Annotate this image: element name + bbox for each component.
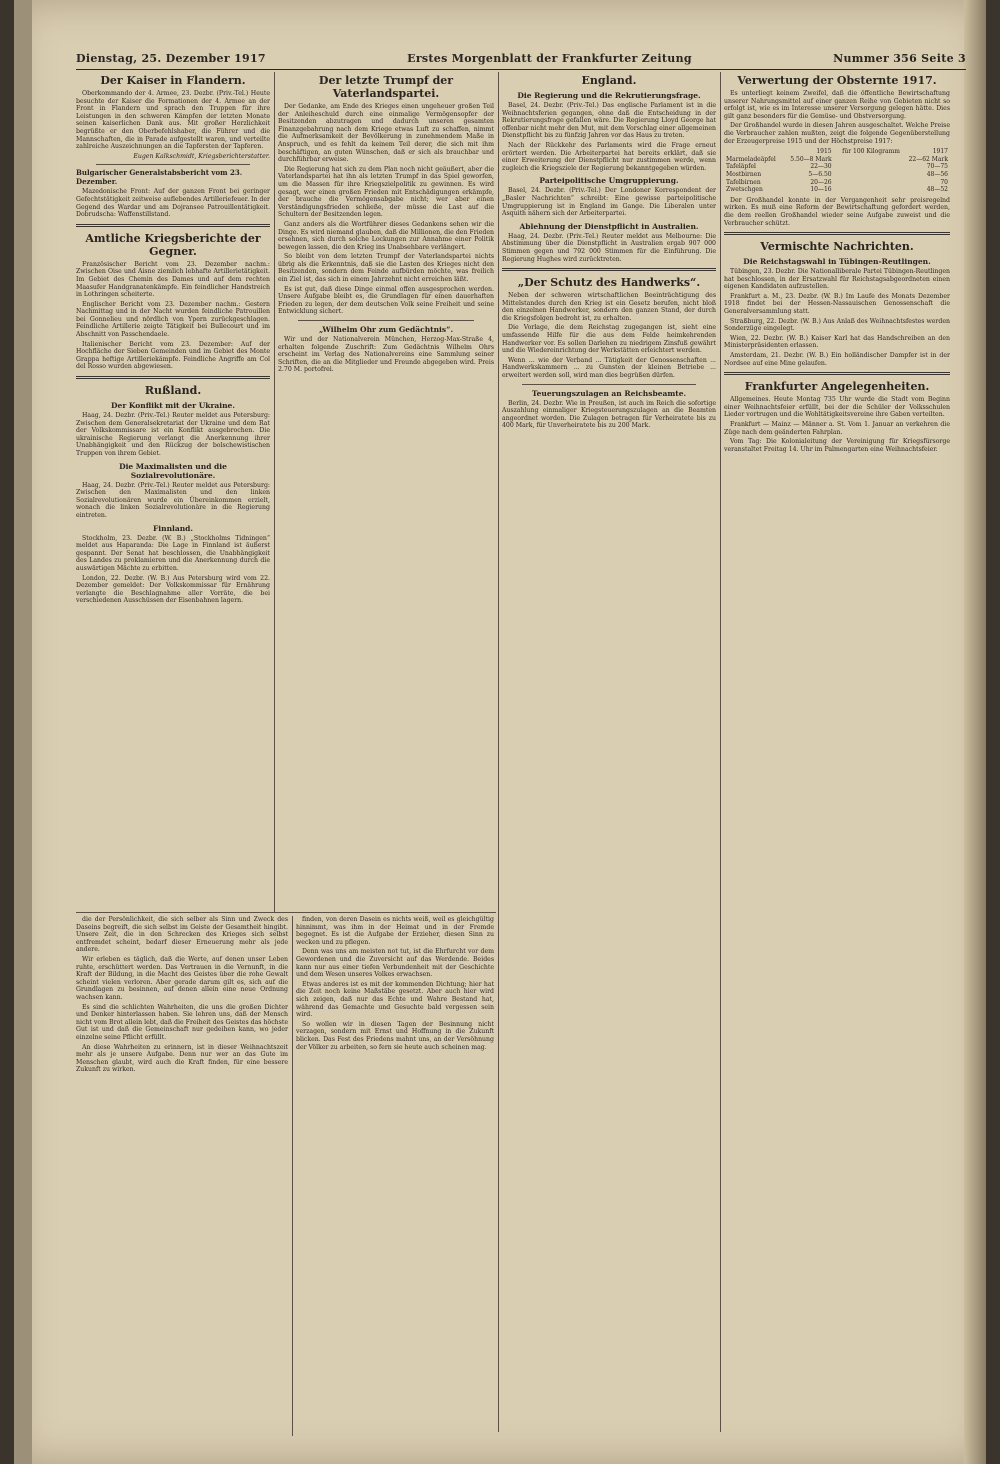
article-text: Wien, 22. Dezbr. (W. B.) Kaiser Karl hat das Handschreiben an den Ministerpräsidenten erlassen.: [724, 334, 950, 350]
masthead: [76, 50, 966, 70]
headline-vermischte: Vermischte Nachrichten.: [760, 240, 914, 254]
article-text: Haag, 24. Dezbr. (Priv.-Tel.) Reuter meldet aus Melbourne: Die Abstimmung über die Dienstpflicht in Australien ergab 907 000 Stimmen gegen und 792 000 Stimmen für die Einführung. Die Regierung Hughes wird zurücktreten.: [502, 232, 716, 263]
article-text: Oberkommando der 4. Armee, 23. Dezbr. (Priv.-Tel.) Heute besuchte der Kaiser die Formationen der 4. Armee an der Front in Flandern und sprach den Truppen für ihre Leistungen in den schweren Kämpfen der letzten Monate seinen kaiserlichen Dank aus. Mit großer Herzlichkeit begrüßte er den Oberbefehlshaber, die Führer und die Mannschaften, die in Parade aufgestellt waren, und verteilte zahlreiche Auszeichnungen an die Tapfersten der Tapferen.: [76, 90, 270, 151]
article-text: Französischer Bericht vom 23. Dezember nachm.: Zwischen Oise und Aisne ziemlich lebhafte Artillerietätigkeit. Im Gebiet des Chemin des Dames und auf dem rechten Maasufer Handgranatenkämpfe. Ein feindlicher Handstreich in Lothringen scheiterte.: [76, 260, 270, 299]
article-text: Mazedonische Front: Auf der ganzen Front bei geringer Gefechtstätigkeit zeitweise auflebendes Artilleriefeuer. In der Gegend des Wardar und am Dojransee Patrouillentätigkeit. Dobrudscha: Waffenstillstand.: [76, 188, 270, 219]
article-text: Der Gedanke, am Ende des Krieges einen ungeheuer großen Teil der Anleiheschuld durch eine einmalige Vermögensopfer der Besitzenden abzutragen und dadurch unseren gesamten Finanzgebahrung nach dem Kriege etwas Luft zu schaffen, nimmt die Aufmerksamkeit der Bevölkerung in zunehmendem Maße in Anspruch, und es fehlt da keinem Teil derer, die sich mit ihm beschäftigen, an guten Wünschen, daß er sich als brauchbar und durchführbar erweise.: [278, 103, 494, 164]
article-text: Die Vorlage, die dem Reichstag zugegangen ist, sieht eine umfassende Hilfe für die aus dem Felde heimkehrenden Handwerker vor. Es sollen Darlehen zu niedrigem Zinsfuß gewährt und die Wiedereinrichtung der Werkstätten erleichtert werden.: [502, 324, 716, 355]
subheadline-australia: Ablehnung der Dienstpflicht in Australien.: [519, 221, 699, 231]
article-text: So bleibt von dem letzten Trumpf der Vaterlandspartei nichts übrig als die Erkenntnis, daß sie die Lasten des Krieges nicht den Besitzenden, sondern dem Feinde aufbürden möchte, was freilich ein Ziel ist, das sich in einem Jahrzehnt nicht erreichen läßt.: [278, 253, 494, 284]
article-text: So wollen wir in diesen Tagen der Besinnung nicht verzagen, sondern mit Ernst und Hoffnung in die Zukunft blicken. Das Fest des Friedens mahnt uns, an der Versöhnung der Völker zu arbeiten, so fern sie heute auch scheinen mag.: [296, 1020, 494, 1051]
article-text: Frankfurt a. M., 23. Dezbr. (W. B.) Im Laufe des Monats Dezember 1918 findet bei der Hessen-Nassauischen Genossenschaft die Generalversammlung statt.: [724, 292, 950, 316]
column-rule: [274, 72, 275, 912]
article-text: Wenn ... wie der Verband ... Tätigkeit der Genossenschaften ... Handwerkskammern ... zu Gunsten der kleinen Betriebe ... erweitert werden soll, wird man dies begrüßen dürfen.: [502, 356, 716, 380]
article-text: Vom Tag: Die Kolonialeitung der Vereinigung für Kriegsfürsorge veranstaltet Freitag 14. Uhr im Palmengarten eine Weihnachtsfeier.: [724, 438, 950, 453]
headline-wilhelm-ohr: „Wilhelm Ohr zum Gedächtnis“.: [318, 325, 454, 335]
table-header-unit: für 100 Kilogramm: [842, 148, 900, 156]
headline-obsternte: Verwertung der Obsternte 1917.: [737, 74, 937, 87]
byline: Eugen Kalkschmidt, Kriegsberichterstatter.: [133, 152, 270, 160]
article-text: Es sind die schlichten Wahrheiten, die uns die großen Dichter und Denker hinterlassen haben. Sie lehren uns, daß der Mensch nicht vom Brot allein lebt, daß die Freiheit des Geistes das höchste Gut ist und daß die Gemeinschaft nur gedeihen kann, wo jeder einzelne seine Pflicht erfüllt.: [76, 1003, 288, 1041]
masthead-title: Erstes Morgenblatt der Frankfurter Zeitung: [407, 51, 692, 65]
column-1: [76, 72, 270, 912]
article-text: Tübingen, 23. Dezbr. Die Nationalliberale Partei Tübingen-Reutlingen hat beschlossen, in der Ersatzwahl für Reichstagsabgeordneten einen eigenen Kandidaten aufzustellen.: [724, 268, 950, 291]
subheadline-reichstagswahl: Die Reichstagswahl in Tübingen-Reutlingen.: [743, 257, 931, 267]
headline-handwerk: „Der Schutz des Handwerks“.: [517, 276, 701, 290]
table-row: Zwetschgen 10—16 48—52: [726, 186, 948, 194]
column-3: [502, 72, 716, 1432]
article-text: Wir und der Nationalverein München, Herzog-Max-Straße 4, erhalten folgende Zuschrift: Zum Gedächtnis Wilhelm Ohrs erscheint im Verlag des Nationalvereins eine Sammlung seiner Schriften, die an die Mitglieder und Freunde abgegeben wird. Preis 2.70 M. portofrei.: [278, 336, 494, 374]
subheadline-finland: Finnland.: [152, 523, 194, 533]
article-text: Es unterliegt keinem Zweifel, daß die öffentliche Bewirtschaftung unserer Nahrungsmittel auf einer ganzen Reihe von Gebieten nicht so erfolgt ist, wie es im Interesse unserer Versorgung gelegen hätte. Dies gilt ganz besonders für die Gemüse- und Obstversorgung.: [724, 90, 950, 120]
article-text: Berlin, 24. Dezbr. Wie in Preußen, ist auch im Reich die sofortige Auszahlung einmaliger Kriegsteuerungszulagen an die Beamten angeordnet worden. Die Zulagen betragen für Verheiratete bis zu 400 Mark, für Unverheiratete bis zu 200 Mark.: [502, 399, 716, 430]
article-text: Haag, 24. Dezbr. (Priv.-Tel.) Reuter meldet aus Petersburg: Zwischen dem Generalsekretariat der Ukraine und dem Rat der Volkskommissare ist ein Konflikt ausgebrochen. Die ukrainische Regierung verlangt die Anerkennung ihrer Unabhängigkeit und den Rückzug der bolschewistischen Truppen von ihrem Gebiet.: [76, 412, 270, 457]
adjacent-page-strip: [14, 0, 32, 1464]
column-rule: [292, 916, 293, 1436]
table-row: Marmeladeäpfel 5.50—8 Mark 22—62 Mark: [726, 155, 948, 163]
feuilleton-left: [76, 916, 288, 1436]
headline-bulgarian-report: Bulgarischer Generalstabsbericht vom 23. Dezember.: [76, 168, 243, 186]
article-text: Frankfurt — Mainz — Männer a. St. Vom 1. Januar an verkehren die Züge nach dem geänderten Fahrplan.: [724, 421, 950, 436]
headline-vaterlandspartei: Der letzte Trumpf der Vaterlandspartei.: [318, 74, 454, 100]
column-rule: [720, 72, 721, 1432]
headline-enemy-reports: Amtliche Kriegsberichte der Gegner.: [85, 231, 261, 258]
article-text: Der Großhandel wurde in diesen Jahren ausgeschaltet. Welche Preise die Verbraucher zahlen mußten, zeigt die folgende Gegenüberstellung der Erzeugerpreise 1915 und der Höchstpreise 1917:: [724, 122, 950, 145]
headline-teuerungszulagen: Teuerungszulagen an Reichsbeamte.: [531, 388, 687, 398]
price-table: [724, 148, 950, 194]
article-text: Haag, 24. Dezbr. (Priv.-Tel.) Reuter meldet aus Petersburg: Zwischen den Maximalisten und den linken Sozialrevolutionären wurde ein Übereinkommen erzielt, wonach die linken Sozialrevolutionäre in die Regierung eintreten.: [76, 481, 270, 519]
article-text: Etwas anderes ist es mit der kommenden Dichtung; hier hat die Zeit noch keine Maßstäbe gesetzt. Aber auch hier wird sich zeigen, daß nur das Echte und Wahre Bestand hat, während das Gemachte und Gesuchte bald vergessen sein wird.: [296, 980, 494, 1019]
article-text: Die Regierung hat sich zu dem Plan noch nicht geäußert, aber die Vaterlandspartei hat ihn als letzten Trumpf in das Spiel geworfen, um die Massen für ihre Kriegszielpolitik zu gewinnen. Es wird gesagt, wer einen großen Frieden mit Entschädigungen erkämpfe, der brauche die Vermögensabgabe nicht; wer aber einen Verständigungsfrieden schließe, der müsse die Last auf die Schultern der Besitzenden legen.: [278, 165, 494, 219]
article-text: Basel, 24. Dezbr. (Priv.-Tel.) Der Londoner Korrespondent der „Basler Nachrichten“ schreibt: Eine gewisse parteipolitische Umgruppierung ist in England im Gange. Die Liberalen unter Asquith nähern sich der Arbeiterpartei.: [502, 187, 716, 218]
article-text: Amsterdam, 21. Dezbr. (W. B.) Ein holländischer Dampfer ist in der Nordsee auf eine Mine gelaufen.: [724, 352, 950, 367]
article-text: Englischer Bericht vom 23. Dezember nachm.: Gestern Nachmittag und in der Nacht wurden feindliche Patrouillen bei Gonnelieu und nördlich von Ypern zurückgeschlagen. Feindliche Artillerie zeigte Tätigkeit bei Bullecourt und im Abschnitt von Passchendaele.: [76, 300, 270, 339]
article-text: Wir erleben es täglich, daß die Werte, auf denen unser Leben ruhte, erschüttert werden. Das Vertrauen in die Vernunft, in die Kraft der Bildung, in die Macht des Geistes über die rohe Gewalt scheint vielen verloren. Aber gerade darum gilt es, sich auf die Grundlagen zu besinnen, auf denen allein eine neue Ordnung wachsen kann.: [76, 955, 288, 1001]
masthead-number: Nummer 356 Seite 3: [833, 51, 966, 65]
article-text: Straßburg, 22. Dezbr. (W. B.) Aus Anlaß des Weihnachtsfestes werden Sonderzüge eingelegt.: [724, 317, 950, 333]
column-rule: [498, 72, 499, 1432]
table-header-1915: 1915: [816, 148, 832, 156]
subheadline-party-regrouping: Parteipolitische Umgruppierung.: [539, 176, 679, 186]
article-text: Basel, 24. Dezbr. (Priv.-Tel.) Das englische Parlament ist in die Weihnachtsferien gegangen, ohne daß die Entscheidung in der Rekrutierungsfrage gefallen wäre. Die Regierung Lloyd George hat offenbar nicht mehr den Mut, mit dem Vorschlag einer allgemeinen Dienstpflicht bis zu fünfzig Jahren vor das Haus zu treten.: [502, 102, 716, 140]
masthead-date: Dienstag, 25. Dezember 1917: [76, 51, 266, 65]
article-text: Stockholm, 23. Dezbr. (W. B.) „Stockholms Tidningen“ meldet aus Haparanda: Die Lage in Finnland ist äußerst gespannt. Der Senat hat beschlossen, die Unabhängigkeit des Landes zu proklamieren und die Anerkennung durch die auswärtigen Mächte zu erbitten.: [76, 534, 270, 572]
article-text: Allgemeines. Heute Montag 735 Uhr wurde die Stadt vom Beginn einer Weihnachtsfeier erfüllt, bei der die Schüler der Volksschulen Lieder vortrugen und die Wohltätigkeitsvereine ihre Gaben verteilten.: [724, 396, 950, 419]
column-2: [278, 72, 494, 912]
newspaper-page: [14, 0, 986, 1464]
article-text: finden, von deren Dasein es nichts weiß, weil es gleichgültig hinnimmt, was ihm in der Heimat und in der Fremde begegnet. Es ist die Aufgabe der Erzieher, diesen Sinn zu wecken und zu pflegen.: [296, 916, 494, 946]
article-text: Italienischer Bericht vom 23. Dezember: Auf der Hochfläche der Sieben Gemeinden und im Gebiet des Monte Grappa heftige Artilleriekämpfe. Feindliche Angriffe am Col del Rosso wurden abgewiesen.: [76, 340, 270, 371]
article-text: Es ist gut, daß diese Dinge einmal offen ausgesprochen werden. Unsere Aufgabe bleibt es, die Grundlagen für einen dauerhaften Frieden zu legen, der dem deutschen Volk seine Freiheit und seine Entwicklung sichert.: [278, 285, 494, 316]
table-row: Tafelbirnen 20—26 70: [726, 178, 948, 186]
article-text: Denn was uns am meisten not tut, ist die Ehrfurcht vor dem Gewordenen und die Zuversicht auf das Werdende. Beides kann nur aus einer tiefen Verbundenheit mit der Geschichte und dem Wesen unseres Volkes erwachsen.: [296, 948, 494, 979]
article-text: Ganz anders als die Wortführer dieses Gedankens sehen wir die Dinge. Es wird niemand glauben, daß die Millionen, die den Frieden ersehnen, sich durch solche Lockungen zur Annahme einer Politik bewegen lassen, die den Krieg ins Unabsehbare verlängert.: [278, 220, 494, 251]
headline-kaiser-flandern: Der Kaiser in Flandern.: [100, 74, 246, 87]
article-text: die der Persönlichkeit, die sich selber als Sinn und Zweck des Daseins begreift, die sich selbst im Geiste der Gesamtheit hingibt. Unsere Zeit, die in den Schrecken des Krieges sich selbst entfremdet scheint, bedarf dieser Erneuerung mehr als jede andere.: [76, 916, 288, 954]
article-text: An diese Wahrheiten zu erinnern, ist in dieser Weihnachtszeit mehr als je unsere Aufgabe. Denn nur wer an das Gute im Menschen glaubt, wird auch die Kraft finden, für eine bessere Zukunft zu wirken.: [76, 1043, 288, 1074]
headline-frankfurter: Frankfurter Angelegenheiten.: [744, 380, 930, 394]
subheadline-recruitment: Die Regierung und die Rekrutierungsfrage.: [517, 91, 701, 100]
article-text: London, 22. Dezbr. (W. B.) Aus Petersburg wird vom 22. Dezember gemeldet: Der Volkskommissar für Ernährung verlangte die Beschlagnahme aller Vorräte, die bei verschiedenen Ausschüssen der Eisenbahnen lagern.: [76, 574, 270, 605]
article-text: Neben der schweren wirtschaftlichen Beeinträchtigung des Mittelstandes durch den Krieg ist ein Gesetz berufen, nicht bloß den einzelnen Handwerker, sondern den ganzen Stand, der durch die Kriegsfolgen bedroht ist, zu erhalten.: [502, 292, 716, 322]
feuilleton-middle: [296, 916, 494, 1436]
table-row: Mostbirnen 5—6.50 48—56: [726, 170, 948, 178]
subheadline-ukraine: Der Konflikt mit der Ukraine.: [111, 401, 235, 411]
page-edge: [964, 0, 986, 1464]
column-4: [724, 72, 950, 1432]
feuilleton-rule: [76, 912, 496, 913]
table-row: Tafeläpfel 22—30 70—75: [726, 163, 948, 171]
article-text: Nach der Rückkehr des Parlaments wird die Frage erneut erörtert werden. Die Arbeiterpartei hat bereits erklärt, daß sie einer Erweiterung der Dienstpflicht nur zustimmen werde, wenn zugleich die Kriegsziele der Regierung bekanntgegeben würden.: [502, 141, 716, 172]
headline-england: England.: [581, 74, 637, 87]
table-header-1917: 1917: [932, 148, 948, 156]
headline-russia: Rußland.: [144, 384, 202, 398]
article-text: Der Großhandel konnte in der Vergangenheit sehr preisregelnd wirken. Es muß eine Reform der Bewirtschaftung gefordert werden, die dem reellen Großhandel wieder seine Aufgabe zuweist und die Verbraucher schützt.: [724, 196, 950, 227]
subheadline-maximalists: Die Maximalisten und die Sozialrevolutionäre.: [119, 461, 227, 480]
